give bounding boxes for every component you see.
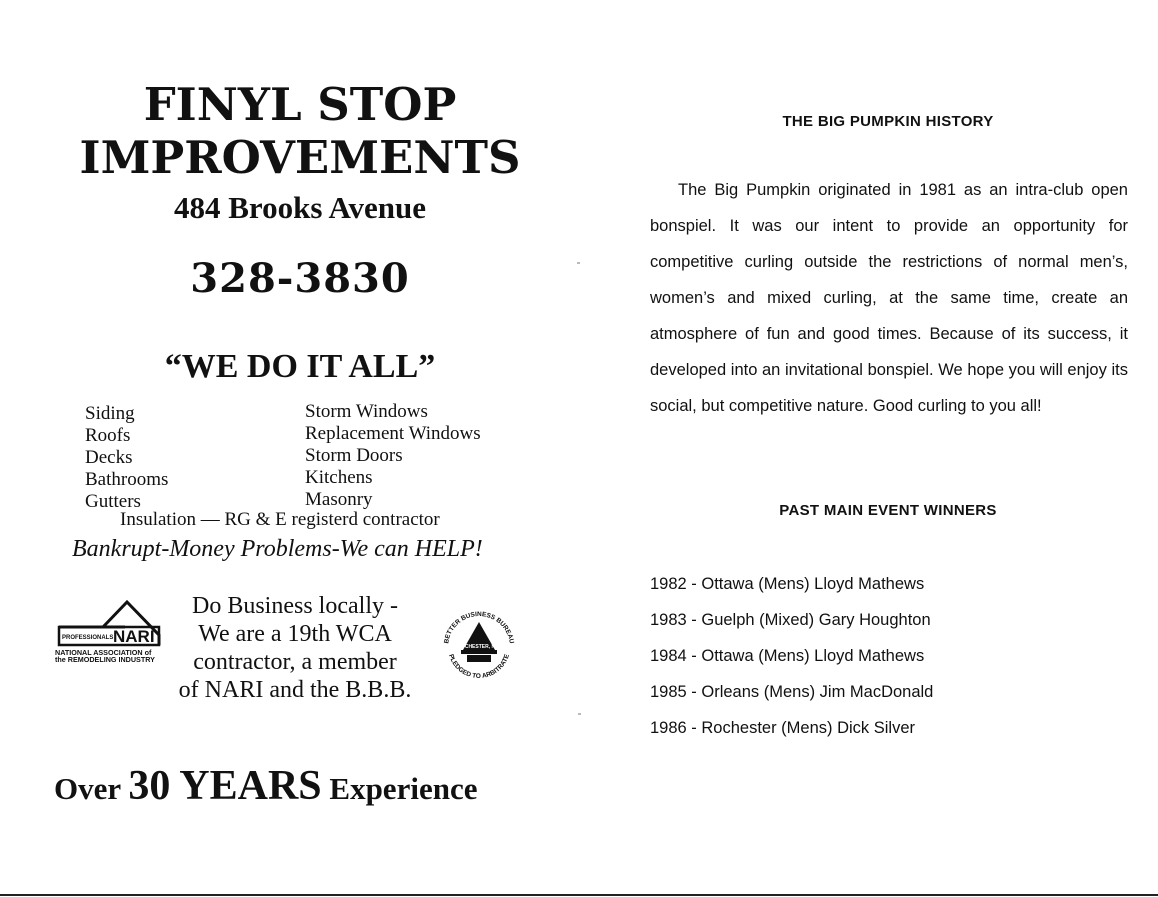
company-name-line2: IMPROVEMENTS xyxy=(79,131,521,184)
nari-mark: NARI xyxy=(113,627,155,646)
services-list-left xyxy=(85,403,168,513)
service-item: Masonry xyxy=(305,489,373,510)
history-body xyxy=(650,172,1128,424)
winners-list xyxy=(650,566,933,746)
bbb-logo xyxy=(438,605,520,687)
business-line: Do Business locally - xyxy=(192,593,398,619)
experience-banner xyxy=(54,762,477,810)
slogan: “WE DO IT ALL” xyxy=(164,348,436,385)
scan-speck xyxy=(577,262,580,264)
experience-pre: Over xyxy=(54,771,129,806)
history-title: THE BIG PUMPKIN HISTORY xyxy=(782,113,994,130)
scan-speck xyxy=(578,713,581,715)
bbb-city: ROCHESTER, N.Y. xyxy=(457,644,501,650)
winner-item: 1985 - Orleans (Mens) Jim MacDonald xyxy=(650,683,934,701)
nari-tag: PROFESSIONALS xyxy=(62,635,114,641)
business-message xyxy=(160,592,430,704)
services-list-right xyxy=(305,401,481,511)
nari-caption-2: the REMODELING INDUSTRY xyxy=(55,655,155,664)
service-item: Bathrooms xyxy=(85,469,169,490)
winner-item: 1986 - Rochester (Mens) Dick Silver xyxy=(650,719,915,737)
winners-title: PAST MAIN EVENT WINNERS xyxy=(779,502,997,519)
service-item: Storm Windows xyxy=(305,401,428,422)
service-item: Decks xyxy=(85,447,133,468)
company-address: 484 Brooks Avenue xyxy=(173,190,427,225)
company-phone: 328-3830 xyxy=(190,255,410,302)
business-line: contractor, a member xyxy=(193,649,397,675)
nari-caption-1: NATIONAL ASSOCIATION of xyxy=(55,648,152,657)
page-bottom-rule xyxy=(0,894,1158,896)
service-item: Gutters xyxy=(85,491,141,512)
service-item: Siding xyxy=(85,403,135,424)
service-item: Replacement Windows xyxy=(305,423,481,444)
service-item: Kitchens xyxy=(305,467,373,488)
nari-logo xyxy=(55,597,165,667)
winner-item: 1982 - Ottawa (Mens) Lloyd Mathews xyxy=(650,575,925,593)
business-line: We are a 19th WCA xyxy=(198,621,392,647)
experience-years: 30 YEARS xyxy=(128,763,322,809)
insulation-line: Insulation — RG & E registerd contractor xyxy=(120,509,440,530)
company-name-line1: FINYL STOP xyxy=(143,78,457,131)
experience-post: Experience xyxy=(321,771,478,806)
bbb-ring-top: BETTER BUSINESS BUREAU xyxy=(443,610,515,645)
service-item: Storm Doors xyxy=(305,445,403,466)
business-line: of NARI and the B.B.B. xyxy=(178,677,412,703)
history-paragraph: The Big Pumpkin originated in 1981 as an intra-club open bonspiel. It was our intent to provide an opportunity for competitive curling outside the restrictions of normal men’s, women’s and mixed curling, at the same time, create an atmosphere of fun and good times. Because of its success, it developed into an invitational bonspiel. We hope you will enjoy its social, but competitive nature. Good curling to you all! xyxy=(650,181,1128,415)
winner-item: 1983 - Guelph (Mixed) Gary Houghton xyxy=(650,611,931,629)
service-item: Roofs xyxy=(85,425,131,446)
bbb-ring-bottom: PLEDGED TO ARBITRATE xyxy=(447,653,511,681)
winner-item: 1984 - Ottawa (Mens) Lloyd Mathews xyxy=(650,647,925,665)
bankrupt-help-line: Bankrupt-Money Problems-We can HELP! xyxy=(72,536,483,562)
